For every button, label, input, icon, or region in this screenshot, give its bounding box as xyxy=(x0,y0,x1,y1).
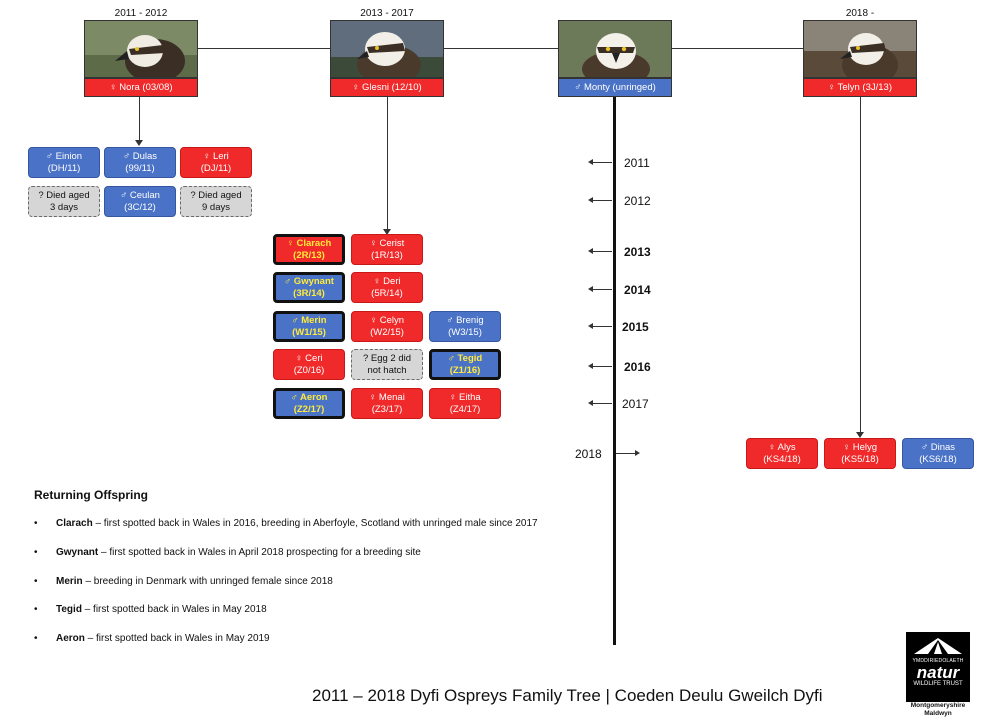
year-2016: 2016 xyxy=(624,360,651,374)
telyn-photo xyxy=(803,20,917,78)
wildlife-trust-logo xyxy=(906,632,970,702)
chick-dinas: ♂ Dinas (KS6/18) xyxy=(902,438,974,469)
nora-connector xyxy=(139,97,140,142)
year-2018: 2018 xyxy=(575,447,602,461)
year-arrow-2011 xyxy=(590,162,612,163)
bullet-icon: • xyxy=(34,576,38,587)
page-title: 2011 – 2018 Dyfi Ospreys Family Tree | Coeden Deulu Gweilch Dyfi xyxy=(312,686,823,705)
year-arrow-2012 xyxy=(590,200,612,201)
returning-item-merin xyxy=(34,576,333,587)
chick-ceulan: ♂ Ceulan (3C/12) xyxy=(104,186,176,217)
parents-connector xyxy=(198,48,804,49)
returning-name: Aeron xyxy=(56,633,85,644)
chick-helyg: ♀ Helyg (KS5/18) xyxy=(824,438,896,469)
chick-deri: ♀ Deri (5R/14) xyxy=(351,272,423,303)
year-arrowhead-2014 xyxy=(588,286,593,292)
returning-item-clarach xyxy=(34,518,538,529)
chick-unhatched-egg: ? Egg 2 did not hatch xyxy=(351,349,423,380)
glesni-photo xyxy=(330,20,444,78)
returning-text: – breeding in Denmark with unringed female since 2018 xyxy=(82,576,333,587)
year-2013: 2013 xyxy=(624,245,651,259)
logo-line3: WILDLIFE TRUST xyxy=(913,681,963,687)
returning-heading: Returning Offspring xyxy=(34,488,148,502)
year-2011: 2011 xyxy=(624,156,650,170)
badger-icon xyxy=(906,632,970,658)
year-arrow-2018 xyxy=(616,453,636,454)
chick-clarach: ♀ Clarach (2R/13) xyxy=(273,234,345,265)
returning-text: – first spotted back in Wales in 2016, breeding in Aberfoyle, Scotland with unringed male since 2017 xyxy=(92,518,538,529)
telyn-connector xyxy=(860,97,861,434)
year-2012: 2012 xyxy=(624,194,651,208)
year-arrowhead-2012 xyxy=(588,197,593,203)
logo-line2: natur xyxy=(916,663,960,682)
year-2017: 2017 xyxy=(622,397,649,411)
chick-aeron: ♂ Aeron (Z2/17) xyxy=(273,388,345,419)
returning-item-tegid xyxy=(34,604,267,615)
parent-label-nora: ♀ Nora (03/08) xyxy=(84,78,198,97)
year-arrowhead-2017 xyxy=(588,400,593,406)
year-arrow-2014 xyxy=(590,289,612,290)
returning-item-aeron xyxy=(34,633,270,644)
chick-brenig: ♂ Brenig (W3/15) xyxy=(429,311,501,342)
bullet-icon: • xyxy=(34,633,38,644)
chick-alys: ♀ Alys (KS4/18) xyxy=(746,438,818,469)
parent-label-monty: ♂ Monty (unringed) xyxy=(558,78,672,97)
chick-einion: ♂ Einion (DH/11) xyxy=(28,147,100,178)
year-arrow-2013 xyxy=(590,251,612,252)
chick-merin: ♂ Merin (W1/15) xyxy=(273,311,345,342)
returning-name: Merin xyxy=(56,576,83,587)
chick-ceri: ♀ Ceri (Z0/16) xyxy=(273,349,345,380)
returning-name: Gwynant xyxy=(56,547,99,558)
chick-unknown-2: ? Died aged 9 days xyxy=(180,186,252,217)
chick-leri: ♀ Leri (DJ/11) xyxy=(180,147,252,178)
returning-text: – first spotted back in Wales in May 2019 xyxy=(84,633,270,644)
year-arrowhead-2011 xyxy=(588,159,593,165)
year-2015: 2015 xyxy=(622,320,649,334)
year-arrowhead-2016 xyxy=(588,363,593,369)
parent-label-glesni: ♀ Glesni (12/10) xyxy=(330,78,444,97)
logo-line1: YMDDIRIEDOLAETH xyxy=(912,658,964,664)
returning-text: – first spotted back in Wales in April 2018 prospecting for a breeding site xyxy=(98,547,421,558)
year-2014: 2014 xyxy=(624,283,651,297)
year-arrowhead-2013 xyxy=(588,248,593,254)
nora-arrowhead xyxy=(135,140,143,146)
year-arrowhead-2018 xyxy=(635,450,640,456)
bullet-icon: • xyxy=(34,518,38,529)
glesni-period: 2013 - 2017 xyxy=(360,8,414,19)
chick-dulas: ♂ Dulas (99/11) xyxy=(104,147,176,178)
bullet-icon: • xyxy=(34,547,38,558)
year-arrow-2016 xyxy=(590,366,612,367)
returning-text: – first spotted back in Wales in May 2018 xyxy=(81,604,267,615)
returning-item-gwynant xyxy=(34,547,421,558)
bullet-icon: • xyxy=(34,604,38,615)
chick-eitha: ♀ Eitha (Z4/17) xyxy=(429,388,501,419)
logo-caption-1: Montgomeryshire xyxy=(910,702,966,709)
chick-tegid: ♂ Tegid (Z1/16) xyxy=(429,349,501,380)
chick-menai: ♀ Menai (Z3/17) xyxy=(351,388,423,419)
chick-gwynant: ♂ Gwynant (3R/14) xyxy=(273,272,345,303)
year-arrow-2017 xyxy=(590,403,612,404)
monty-photo xyxy=(558,20,672,78)
logo-caption-2: Maldwyn xyxy=(924,710,952,717)
monty-timeline xyxy=(613,97,616,645)
chick-celyn: ♀ Celyn (W2/15) xyxy=(351,311,423,342)
glesni-connector xyxy=(387,97,388,231)
returning-name: Tegid xyxy=(56,604,82,615)
chick-cerist: ♀ Cerist (1R/13) xyxy=(351,234,423,265)
year-arrow-2015 xyxy=(590,326,612,327)
nora-photo xyxy=(84,20,198,78)
parent-label-telyn: ♀ Telyn (3J/13) xyxy=(803,78,917,97)
telyn-period: 2018 - xyxy=(845,8,875,19)
chick-unknown-1: ? Died aged 3 days xyxy=(28,186,100,217)
year-arrowhead-2015 xyxy=(588,323,593,329)
nora-period: 2011 - 2012 xyxy=(114,8,168,19)
returning-name: Clarach xyxy=(56,518,93,529)
